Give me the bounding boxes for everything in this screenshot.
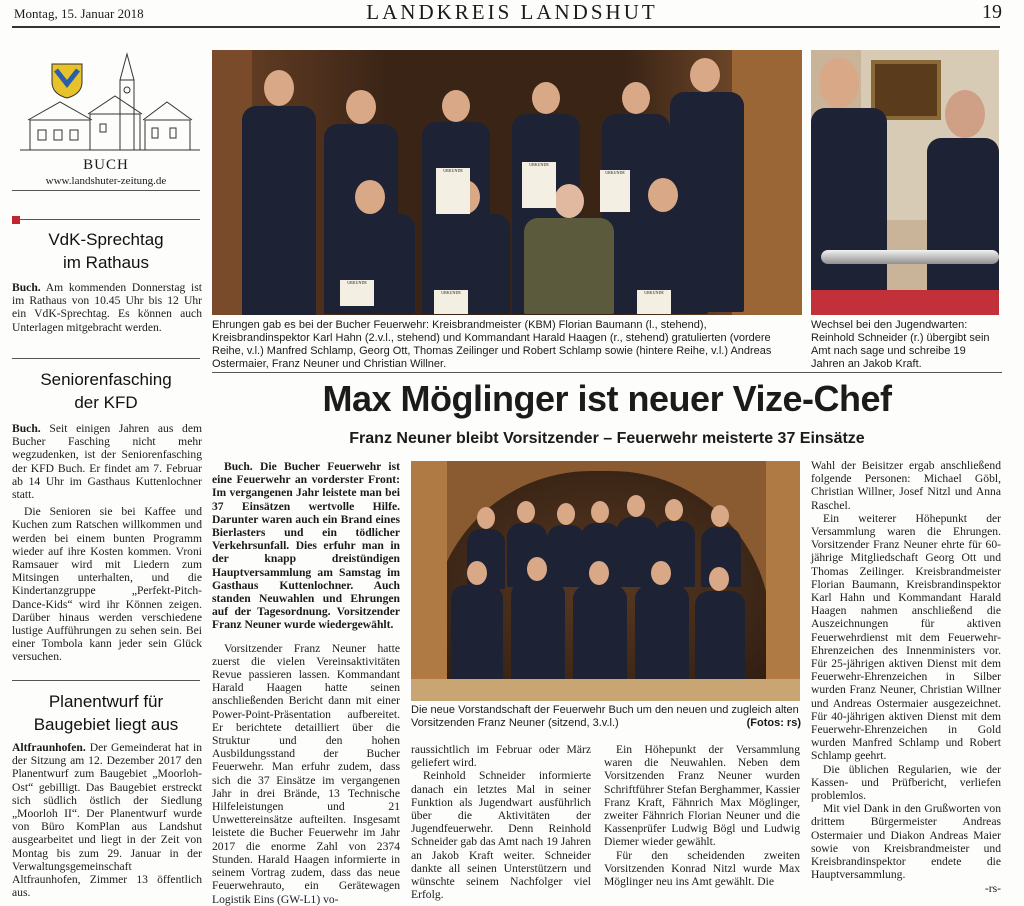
divider	[20, 219, 200, 220]
article-headline: Max Möglinger ist neuer Vize-Chef	[322, 378, 892, 419]
dateline: Buch.	[224, 460, 253, 473]
divider	[12, 190, 200, 191]
page-number: 19	[982, 1, 1002, 23]
body-text: Am kommenden Donnerstag ist im Rathaus von 10.45 Uhr bis 12 Uhr ein VdK-Sprechtag. Es können auch Unterlagen mitgebracht werden.	[12, 281, 202, 334]
body-text: Die üblichen Regularien, wie der Kassen- und Prüfbericht, verliefen problemlos.	[811, 762, 1001, 803]
lead-text: Die Bucher Feuerwehr ist eine Feuerwehr an vorderster Front: Im vergangenen Jahr leistete man bei 37 Einsätzen wertvolle Hilfe. Darunter waren auch ein Brand eines Bierlasters und ein tödlicher Verkehrsunfall. Dies erfuhr man in der knapp dreistündigen Hauptversammlung am Samstag im Gasthaus Kuttenlochner. Auch standen Neuwahlen und Ehrungen auf der Tagesordnung. Vorsitzender Franz Neuner wurde wiedergewählt.	[212, 460, 400, 632]
headline-line: Planentwurf für	[48, 692, 164, 711]
article-column-1	[212, 460, 400, 906]
youth-leader-caption: Wechsel bei den Jugendwarten: Reinhold Schneider (r.) übergibt sein Amt nach sage und schreibe 19 Jahren an Jakob Kraft.	[811, 319, 990, 370]
certificate: URKUNDE	[522, 162, 556, 208]
body-text: Die Senioren sie bei Kaffee und Kuchen zum Ratschen willkommen und werden bei einem bunten Programm wieder auf ihre Kosten kommen. Vroni Ramsauer wird mit Liedern zum Mitsingen unterhalten, und die Kindertanzgruppe „Perfekt-Pitch-Dance-Kids“ wird ihr Können zeigen. Darüber hinaus werden verschiedene lustige Aufführungen zu sehen sein. Bei einer Tombola kann jeder sein Glück versuchen.	[12, 505, 202, 664]
divider	[12, 680, 200, 681]
headline-line: im Rathaus	[63, 253, 149, 272]
headline-line: der KFD	[74, 393, 138, 412]
honours-photo-caption: Ehrungen gab es bei der Bucher Feuerwehr: Kreisbrandmeister (KBM) Florian Baumann (l., stehend), Kreisbrandinspektor Karl Hahn (2.v.l., stehend) und Kommandant Harald Haagen (r., stehend) gratulierten (vordere Reihe, v.l.) Manfred Schlamp, Georg Ott, Thomas Zeilinger und Robert Schlamp sowie (hintere Reihe, v.l.) Andreas Ostermaier, Franz Neuner und Christian Willner.	[212, 319, 772, 370]
body-text: raussichtlich im Februar oder März geliefert wird.	[411, 743, 591, 770]
body-text: Reinhold Schneider informierte danach ein letztes Mal in seiner Funktion als Jugendwart ausführlich über die Aktivitäten der Jugendfeuerwehr. Denn Reinhold Schneider gab das Amt nach 19 Jahren an Jakob Kraft weiter. Schneider dankte all seinen Unterstützern und wünschte seinem Nachfolger viel Erfolg.	[411, 769, 591, 902]
article-column-4	[811, 459, 1001, 895]
section-marker	[12, 216, 20, 224]
body-text: Mit viel Dank in den Grußworten von drittem Bürgermeister Andreas Ostermaier und Diakon Andreas Maier sowie von Kreisbrandmeister und Kreisbrandinspektor endete die Hauptversammlung.	[811, 802, 1001, 882]
dateline: Altfraunhofen.	[12, 741, 86, 754]
plan-text	[12, 741, 202, 903]
dateline: Buch.	[12, 281, 41, 294]
certificate: URKUNDE	[340, 280, 374, 306]
youth-leader-photo	[811, 50, 999, 315]
plan-headline	[12, 690, 200, 736]
certificate: URKUNDE	[600, 170, 630, 212]
author-signature: -rs-	[984, 881, 1001, 895]
divider	[12, 358, 200, 359]
board-photo	[411, 461, 800, 701]
body-text: Ein Höhepunkt der Versammlung waren die Neuwahlen. Neben dem Vorsitzenden Franz Neuner wurden Schriftführer Stefan Berghammer, Kassier Franz Kraft, Fähnrich Max Möglinger, zweiter Fähnrich Florian Neuner und die Kassenprüfer Ludwig Bögl und Ludwig Diemer wieder gewählt.	[604, 743, 800, 849]
town-name: BUCH	[83, 157, 129, 173]
photo-credit: (Fotos: rs)	[746, 717, 801, 729]
article-column-3	[604, 743, 800, 888]
body-text: Seit einigen Jahren aus dem Bucher Fasching nicht mehr wegzudenken, ist der Seniorenfasching der KFD Buch. Er findet am 7. Februar ab 14 Uhr im Gasthaus Kuttenlochner statt.	[12, 422, 202, 502]
vdk-headline	[12, 228, 200, 274]
body-text: Für den scheidenden zweiten Vorsitzenden Konrad Nitzl wurde Max Möglinger neu ins Amt gewählt. Die	[604, 848, 800, 889]
town-skyline-illustration	[20, 50, 200, 160]
headline-line: VdK-Sprechtag	[48, 230, 164, 249]
body-text: Der Gemeinderat hat in der Sitzung am 12. Dezember 2017 den Planentwurf zum Baugebiet „Moorloh-Ost“ gebilligt. Das Baugebiet erstreckt sich südlich östlich der Siedlung „Moorloh II“. Der Planentwurf wurde von Büro KomPlan aus Landshut ausgearbeitet und liegt in der Zeit von Montag bis zum 29. Januar in der Verwaltungsgemeinschaft Altfraunhofen, Zimmer 13 öffentlich aus.	[12, 741, 202, 900]
certificate: URKUNDE	[637, 290, 671, 314]
town-coat-of-arms-icon	[50, 62, 84, 100]
senioren-headline	[12, 368, 200, 414]
body-text: Vorsitzender Franz Neuner hatte zuerst die vielen Vereinsaktivitäten Revue passieren lassen. Kommandant Harald Haagen hatte seinen anschließenden Bericht dann mit einer Power-Point-Präsentation aufbereitet. Er berichtete detailliert über die Struktur und den hohen Ausbildungsstand der Bucher Feuerwehr. Man erfuhr zudem, dass sich die 37 Einsätze im vergangenen Jahr in drei Brände, 13 Technische Hilfeleistungen und 21 Unwettereinsätze aufteilten. Insgesamt leistete die Bucher Feuerwehr im Jahr 2017 die enorme Zahl von 2374 Stunden. Harald Haagen informierte in seinem Vortrag zudem, dass das neue Feuerwehrauto, ein Gerätewagen Logistik Eins (GW-L1) vo-	[212, 641, 400, 906]
honours-photo	[212, 50, 802, 315]
body-text: Ein weiterer Höhepunkt der Versammlung waren die Ehrungen. Vorsitzender Franz Neuner ehrte für 60-jährige Mitgliedschaft Georg Ott und Thomas Zeilinger. Kreisbrandmeister Florian Baumann, Kreisbrandinspektor Karl Hahn und Kommandant Harald Haagen nahmen anschließend die Auszeichnungen für aktiven Feuerwehrdienst mit dem Feuerwehr-Ehrenzeichen des Innenministers vor. Für 25-jährigen aktiven Dienst mit dem Feuerwehr-Ehrenzeichen in Silber wurden Franz Neuner, Christian Willner und Andreas Ostermaier ausgezeichnet. Für 40-jährigen aktiven Dienst mit dem Feuerwehr-Ehrenzeichen in Gold wurden Manfred Schlamp und Robert Schlamp geehrt.	[811, 511, 1001, 763]
board-photo-caption	[411, 704, 801, 730]
vdk-text	[12, 281, 202, 338]
header-rule	[12, 26, 1000, 28]
section-title: LANDKREIS LANDSHUT	[366, 0, 658, 24]
certificate: URKUNDE	[436, 168, 470, 214]
divider	[212, 372, 1002, 373]
certificate: URKUNDE	[434, 290, 468, 314]
caption-text: Die neue Vorstandschaft der Feuerwehr Buch um den neuen und zugleich alten Vorsitzenden Franz Neuner (sitzend, 3.v.l.)	[411, 704, 799, 729]
headline-line: Baugebiet liegt aus	[33, 715, 179, 734]
body-text: Wahl der Beisitzer ergab anschließend folgende Personen: Michael Göbl, Christian Willner, Josef Nitzl und Anna Raschel.	[811, 459, 1001, 512]
article-subheadline: Franz Neuner bleibt Vorsitzender – Feuerwehr meisterte 37 Einsätze	[349, 430, 865, 447]
dateline: Buch.	[12, 422, 41, 435]
senioren-text	[12, 422, 202, 668]
headline-line: Seniorenfasching	[40, 370, 172, 389]
article-column-2	[411, 743, 591, 901]
page-date: Montag, 15. Januar 2018	[14, 6, 144, 21]
website-link[interactable]: www.landshuter-zeitung.de	[45, 175, 167, 187]
